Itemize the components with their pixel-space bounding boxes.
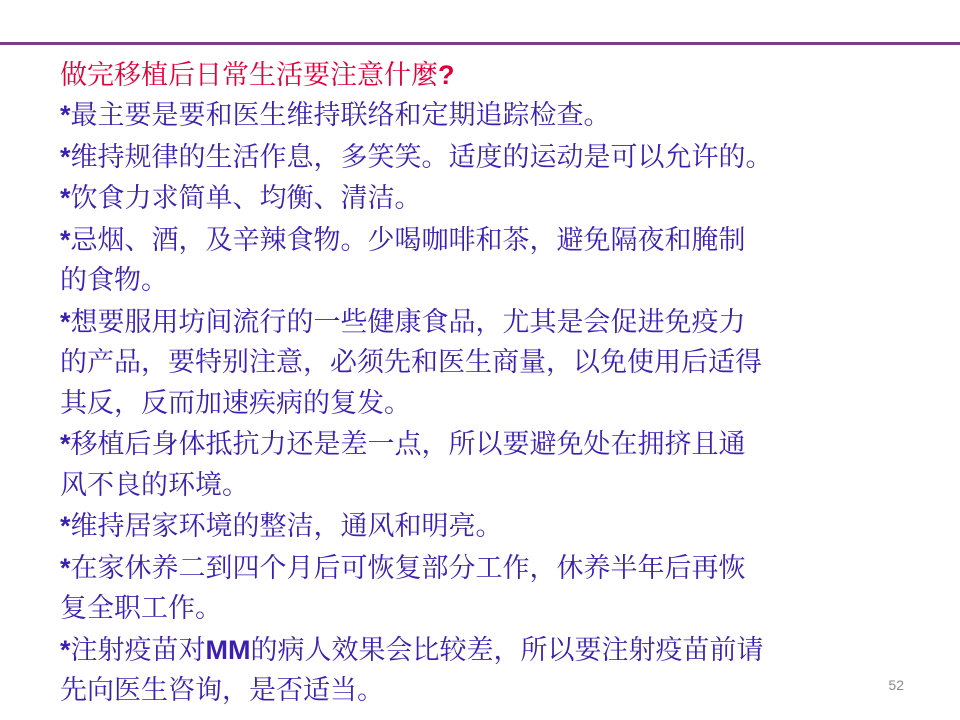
bullet-item: [60, 302, 920, 425]
bullet-marker: *: [60, 511, 71, 541]
bullet-item: [60, 424, 920, 506]
bullet-list: [60, 95, 920, 712]
bullet-item: [60, 95, 920, 137]
bullet-marker: *: [60, 634, 71, 665]
bullet-text-continuation: 的食物。: [60, 265, 168, 296]
bullet-marker: *: [60, 306, 71, 337]
bullet-item: [60, 630, 920, 712]
bullet-marker: *: [60, 100, 71, 130]
page-number: 52: [888, 677, 904, 693]
bullet-item: [60, 137, 920, 179]
bullet-marker: *: [60, 183, 71, 213]
bullet-text-abbreviation: MM: [205, 634, 251, 665]
bullet-text: 移植后身体抵抗力还是差一点，所以要避免处在拥挤且通: [70, 429, 746, 460]
title-divider-line: [0, 42, 960, 45]
bullet-item: [60, 548, 920, 630]
bullet-text: 想要服用坊间流行的一些健康食品，尤其是会促进免疫力: [70, 306, 746, 338]
bullet-marker: *: [60, 141, 71, 172]
slide-title: [60, 56, 920, 95]
bullet-text-continuation: 复全职工作。: [60, 593, 222, 624]
bullet-marker: *: [60, 429, 71, 459]
bullet-text-continuation: 其反，反而加速疾病的复发。: [60, 387, 411, 419]
bullet-text: 在家休养二到四个月后可恢复部分工作，休养半年后再恢: [70, 552, 746, 584]
bullet-text: 的病人效果会比较差，所以要注射疫苗前请: [250, 634, 764, 666]
bullet-item: [60, 220, 920, 302]
bullet-text: 饮食力求简单、均衡、清洁。: [70, 183, 422, 214]
bullet-item: [60, 506, 920, 548]
title-text: 做完移植后日常生活要注意什麼: [60, 60, 438, 91]
slide-content: [60, 56, 920, 712]
bullet-text: 忌烟、酒，及辛辣食物。少喝咖啡和茶，避免隔夜和腌制: [70, 224, 746, 256]
bullet-marker: *: [60, 552, 71, 583]
bullet-text-continuation: 的产品，要特别注意，必须先和医生商量，以免使用后适得: [60, 347, 762, 378]
title-question-mark: ?: [438, 60, 455, 90]
bullet-text: 维持居家环境的整洁，通风和明亮。: [70, 511, 503, 542]
bullet-text-continuation: 风不良的环境。: [60, 469, 249, 501]
bullet-text: 最主要是要和医生维持联络和定期追踪检查。: [70, 100, 611, 131]
bullet-text: 注射疫苗对: [70, 634, 206, 666]
bullet-item: [60, 178, 920, 220]
bullet-text: 维持规律的生活作息，多笑笑。适度的运动是可以允许的。: [70, 141, 773, 173]
bullet-marker: *: [60, 224, 71, 255]
bullet-text-continuation: 先向医生咨询，是否适当。: [60, 675, 384, 706]
